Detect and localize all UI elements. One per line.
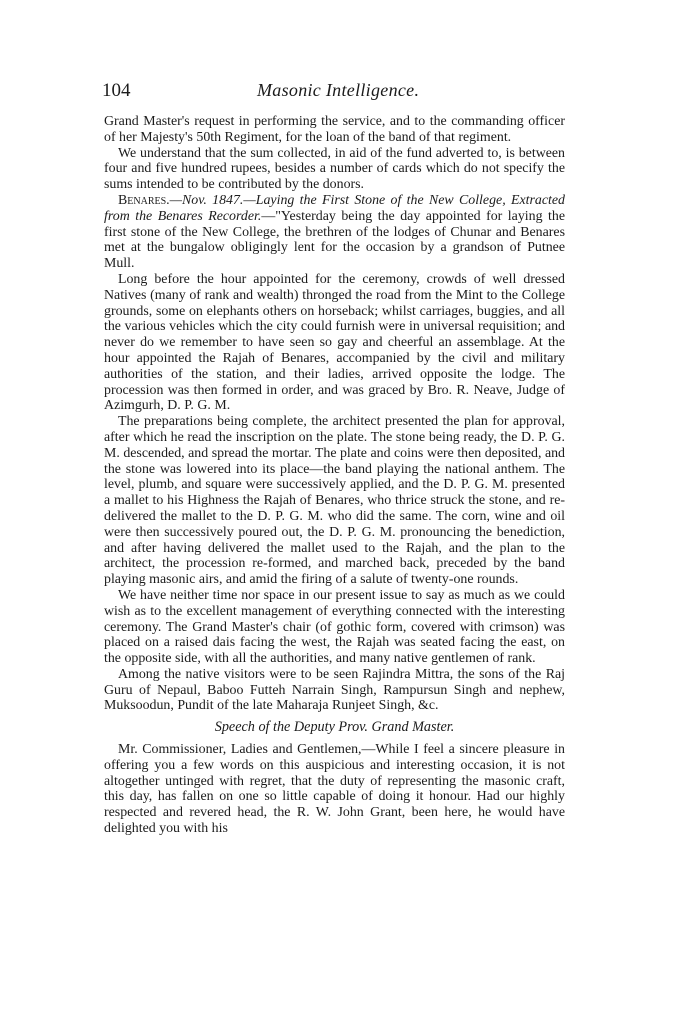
paragraph-visitors: Among the native visitors were to be seen Rajindra Mittra, the sons of the Raj Guru of Nepaul, Baboo Futteh Narrain Singh, Rampursun Singh and nephew, Muksoodun, Pundit of the late Maharaja Runjeet Singh, &c. [104,666,565,714]
dateline: —Nov. 1847.—Laying the First Stone of the New College, Extracted from the Benares Recorder. [104,192,565,224]
paragraph-management: We have neither time nor space in our present issue to say as much as we could wish as to the excellent management of everything connected with the interesting ceremony. The Grand Master's chair (of gothic form, covered with crimson) was placed on a raised dais facing the west, the Rajah was seated facing the east, on the opposite side, with all the authorities, and many native gentlemen of rank. [104,587,565,667]
page-number: 104 [102,80,131,101]
paragraph-benares-text: —"Yesterday being the day appointed for laying the first stone of the New College, the brethren of the lodges of Chunar and Benares met at the bungalow obligingly lent for the occasion by a grandson of Putnee Mull. [104,208,566,272]
paragraph-procession: Long before the hour appointed for the ceremony, crowds of well dressed Natives (many of rank and wealth) thronged the road from the Mint to the College grounds, some on elephants others on horseback; whilst carriages, buggies, and all the various vehicles which the city could furnish were in universal requisition; and never do we remember to have seen so gay and cheerful an assemblage. At the hour appointed the Rajah of Benares, accompanied by the civil and military authorities of the station, and their ladies, arrived opposite the lodge. The procession was then formed in order, and was graced by Bro. R. Neave, Judge of Azimgurh, D. P. G. M. [104,271,565,414]
page-header [102,80,582,104]
page-body [104,114,565,837]
paragraph-speech: Mr. Commissioner, Ladies and Gentlemen,—While I feel a sincere pleasure in offering you a few words on this auspicious and interesting occasion, it is not altogether untinged with regret, that the duty of representing the masonic craft, this day, has fallen on one so little capable of doing it honour. Had our highly respected and revered head, the R. W. John Grant, been here, he would have delighted you with his [104,742,565,837]
paragraph-continuation: Grand Master's request in performing the service, and to the commanding officer of her Majesty's 50th Regiment, for the loan of the band of that regiment. [104,114,565,145]
paragraph-ceremony: The preparations being complete, the architect presented the plan for approval, after which he read the inscription on the plate. The stone being ready, the D. P. G. M. descended, and spread the mortar. The plate and coins were then deposited, and the stone was lowered into its place—the band playing the national anthem. The level, plumb, and square were successively applied, and the D. P. G. M. presented a mallet to his Highness the Rajah of Benares, who thrice struck the stone, and re-delivered the mallet to the D. P. G. M. who did the same. The corn, wine and oil were then successively poured out, the D. P. G. M. pronouncing the benediction, and after having delivered the mallet used to the Rajah, and the plan to the architect, the procession re-formed, and marched back, preceded by the band playing masonic airs, and amid the firing of a salute of twenty-one rounds. [104,414,565,588]
paragraph-funds: We understand that the sum collected, in aid of the fund adverted to, is between four and five hundred rupees, besides a number of cards which do not specify the sums intended to be contributed by the donors. [104,145,565,193]
paragraph-benares [104,193,565,272]
speech-heading: Speech of the Deputy Prov. Grand Master. [214,719,455,736]
running-title: Masonic Intelligence. [257,80,420,100]
place-name: Benares. [118,192,170,208]
